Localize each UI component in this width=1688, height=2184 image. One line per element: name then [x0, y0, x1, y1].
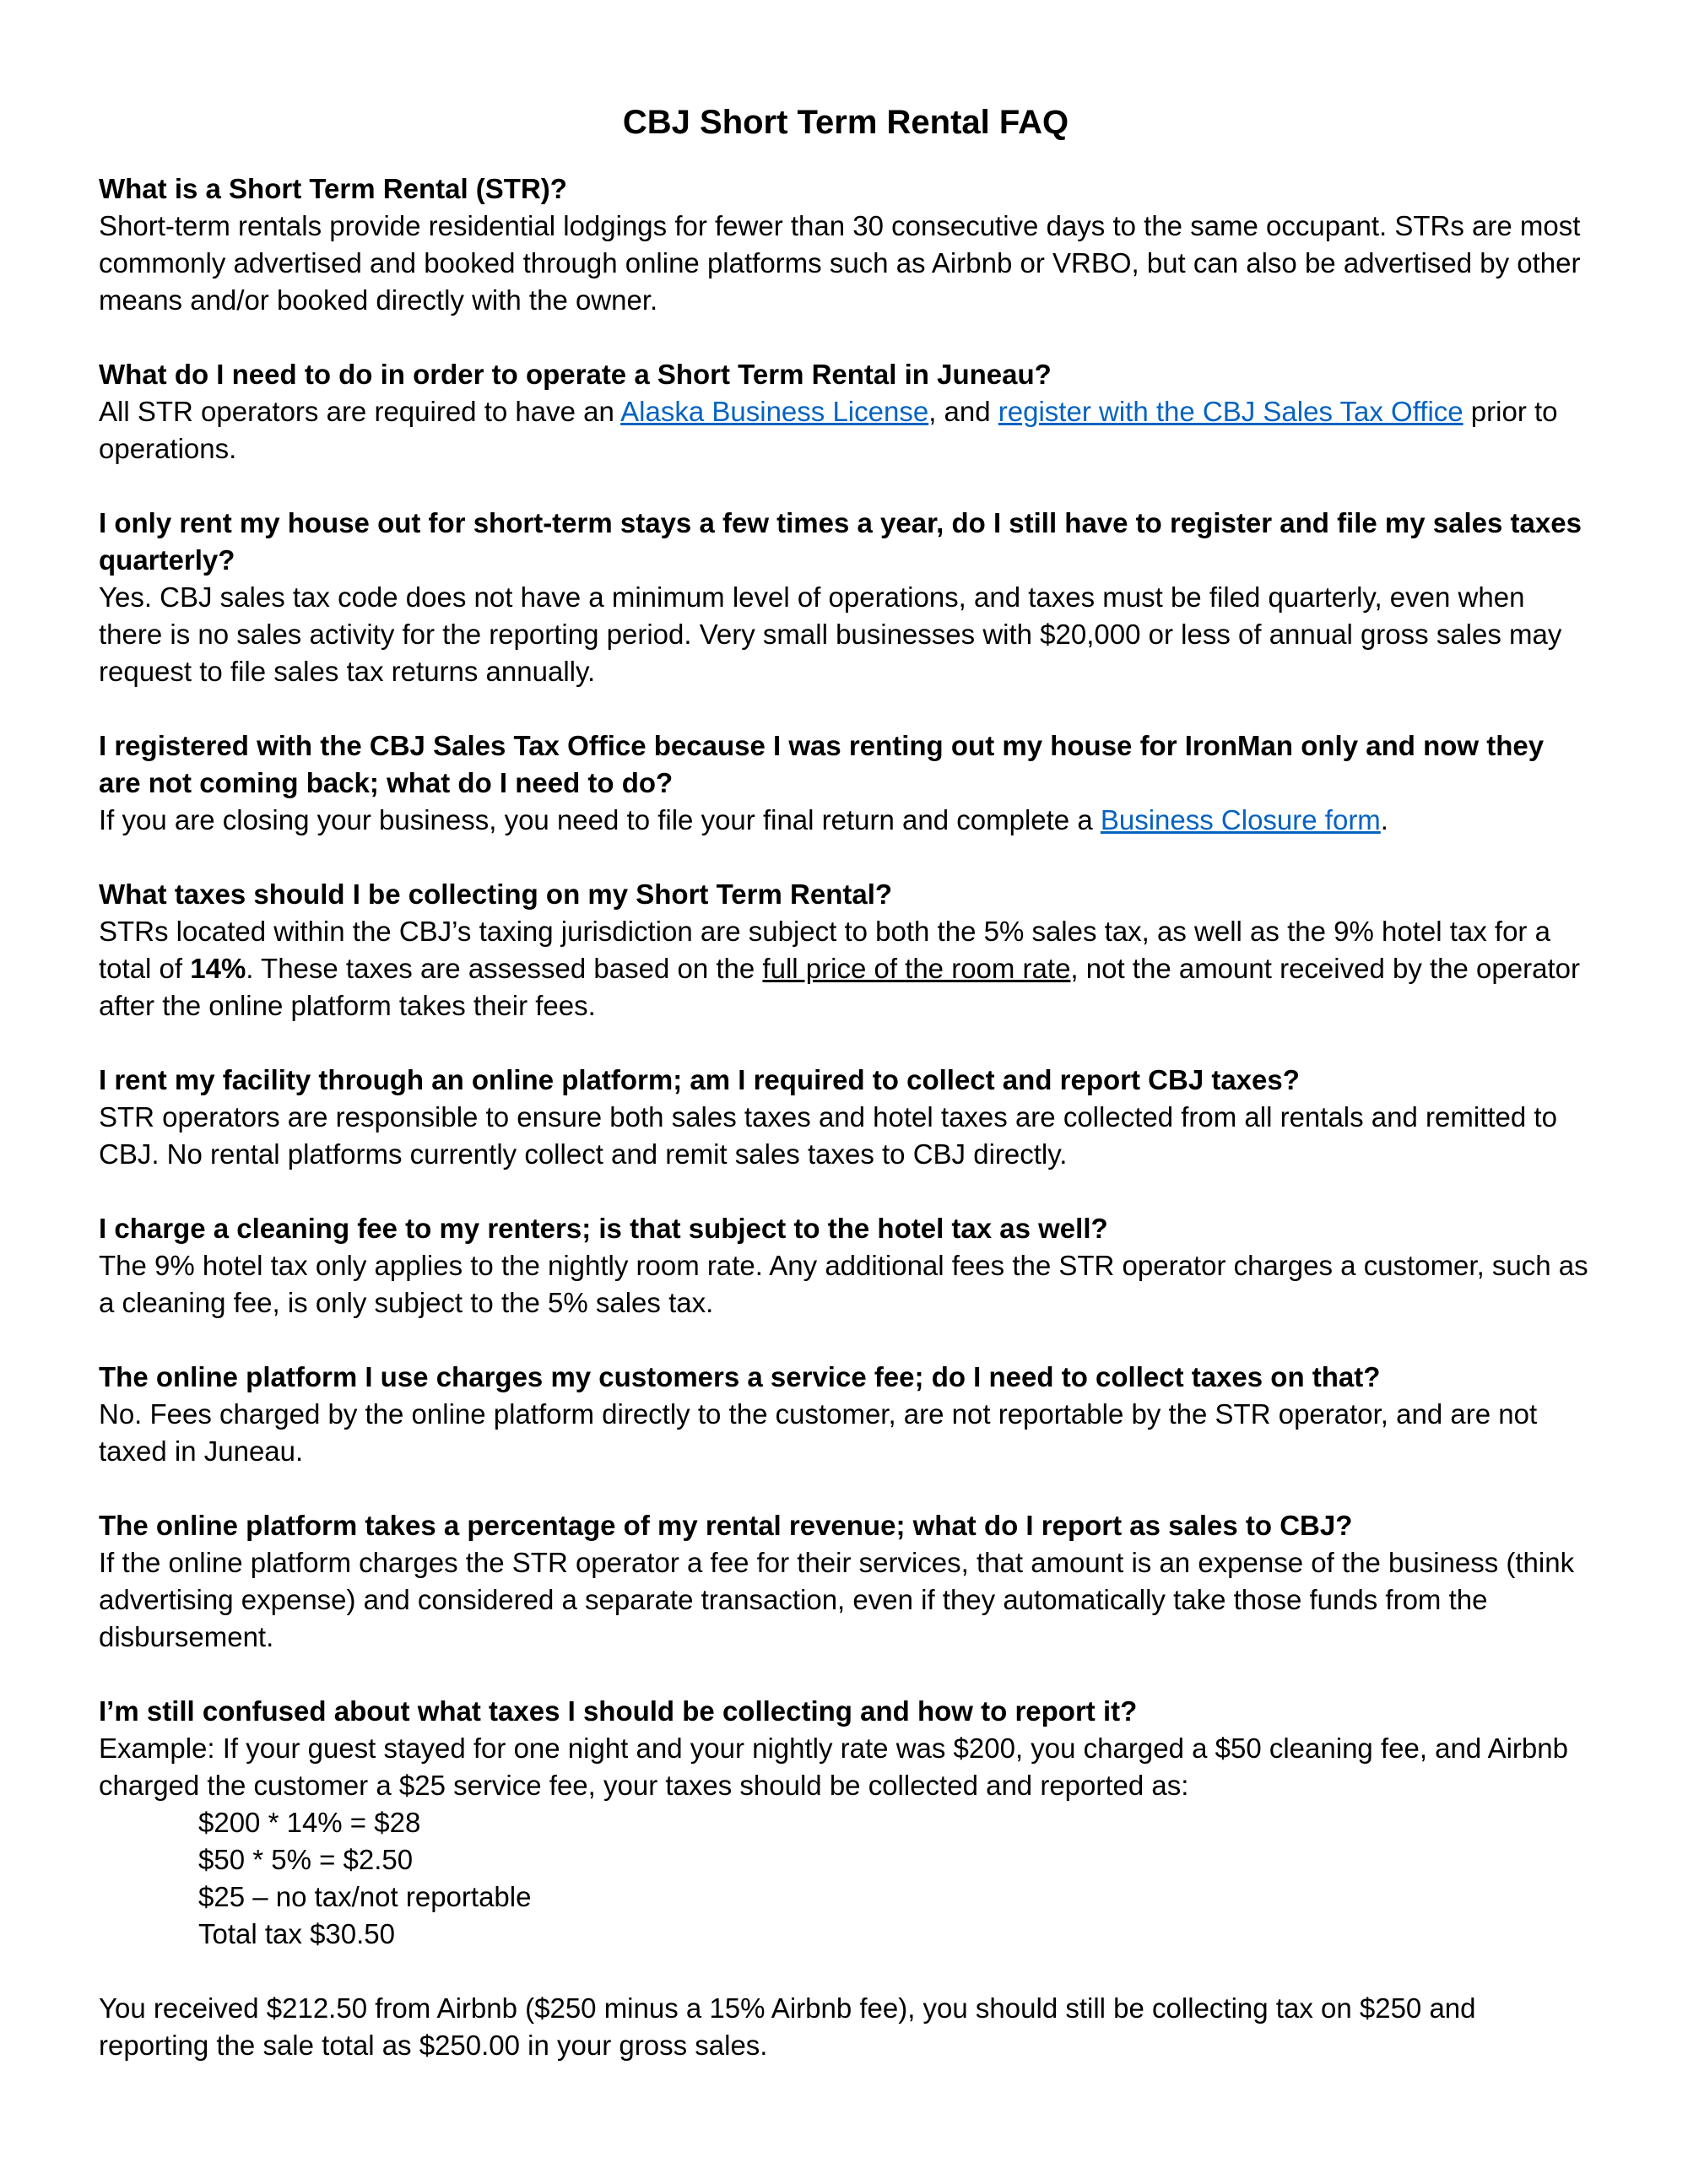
faq-question: I registered with the CBJ Sales Tax Office because I was renting out my house for IronMan only and now they are not coming back; what do I need to do?	[99, 730, 1545, 798]
faq-answer: The 9% hotel tax only applies to the nightly room rate. Any additional fees the STR operator charges a customer, such as a cleaning fee, is only subject to the 5% sales tax.	[99, 1250, 1588, 1318]
answer-text: prior to operations.	[99, 396, 1558, 464]
faq-answer: Short-term rentals provide residential lodgings for fewer than 30 consecutive days to the same occupant. STRs are most commonly advertised and booked through online platforms such as Airbnb or VRBO, but can also be advertised by other means and/or booked directly with the owner.	[99, 210, 1581, 316]
calc-line: $25 – no tax/not reportable	[198, 1881, 532, 1912]
answer-text: , and	[928, 396, 998, 427]
faq-item-ironman-closing	[99, 727, 1593, 839]
answer-text: If you are closing your business, you need to file your final return and complete a	[99, 804, 1101, 835]
faq-answer: Example: If your guest stayed for one night and your nightly rate was $200, you charged a $50 cleaning fee, and Airbnb charged the customer a $25 service fee, your taxes should be collected and reported as:	[99, 1733, 1568, 1801]
total-rate-bold: 14%	[190, 953, 246, 984]
faq-answer: STR operators are responsible to ensure both sales taxes and hotel taxes are collected from all rentals and remitted to CBJ. No rental platforms currently collect and remit sales taxes to CBJ directly.	[99, 1101, 1557, 1170]
faq-answer: If the online platform charges the STR operator a fee for their services, that amount is an expense of the business (think advertising expense) and considered a separate transaction, even if they automatically take those funds from the disbursement.	[99, 1547, 1575, 1652]
faq-answer: No. Fees charged by the online platform directly to the customer, are not reportable by the STR operator, and are not taxed in Juneau.	[99, 1398, 1538, 1467]
answer-text: . These taxes are assessed based on the	[246, 953, 763, 984]
answer-text: .	[1380, 804, 1388, 835]
faq-question: The online platform I use charges my customers a service fee; do I need to collect taxes on that?	[99, 1361, 1381, 1392]
answer-text: All STR operators are required to have an	[99, 396, 621, 427]
faq-item-register-quarterly	[99, 505, 1593, 690]
business-closure-form-link[interactable]: Business Closure form	[1100, 804, 1381, 835]
register-sales-tax-office-link[interactable]: register with the CBJ Sales Tax Office	[998, 396, 1463, 427]
faq-question: I only rent my house out for short-term stays a few times a year, do I still have to register and file my sales taxes quarterly?	[99, 507, 1582, 576]
tax-calculation-example	[99, 1804, 1593, 1953]
faq-item-online-platform-report	[99, 1062, 1593, 1173]
faq-item-how-to-operate	[99, 356, 1593, 468]
calc-total-line: Total tax $30.50	[198, 1918, 395, 1949]
faq-question: I rent my facility through an online platform; am I required to collect and report CBJ taxes?	[99, 1064, 1300, 1095]
calc-line: $200 * 14% = $28	[198, 1807, 421, 1838]
faq-final-note: You received $212.50 from Airbnb ($250 minus a 15% Airbnb fee), you should still be collecting tax on $250 and reporting the sale total as $250.00 in your gross sales.	[99, 1992, 1476, 2061]
faq-item-what-is-str	[99, 170, 1593, 319]
calc-line: $50 * 5% = $2.50	[198, 1844, 414, 1875]
room-rate-underlined: full price of the room rate	[762, 953, 1071, 984]
faq-answer	[99, 913, 1593, 1024]
faq-question: What is a Short Term Rental (STR)?	[99, 173, 567, 204]
faq-question: I’m still confused about what taxes I should be collecting and how to report it?	[99, 1695, 1138, 1727]
alaska-business-license-link[interactable]: Alaska Business License	[620, 396, 929, 427]
answer-text: STRs located within the CBJ’s taxing jurisdiction are subject to both the 5% sales tax, as well as the 9% hotel tax for a total of	[99, 916, 1550, 984]
document-content	[99, 100, 1593, 2101]
faq-answer: Yes. CBJ sales tax code does not have a minimum level of operations, and taxes must be filed quarterly, even when there is no sales activity for the reporting period. Very small businesses with $20,000 or less of annual gross sales may request to file sales tax returns annually.	[99, 581, 1562, 687]
faq-question: The online platform takes a percentage of my rental revenue; what do I report as sales to CBJ?	[99, 1510, 1353, 1541]
faq-item-platform-percentage	[99, 1507, 1593, 1656]
faq-item-service-fee	[99, 1359, 1593, 1470]
faq-question: What do I need to do in order to operate a Short Term Rental in Juneau?	[99, 359, 1052, 390]
faq-question: I charge a cleaning fee to my renters; is that subject to the hotel tax as well?	[99, 1213, 1108, 1244]
page-title: CBJ Short Term Rental FAQ	[622, 104, 1069, 141]
faq-answer	[99, 802, 1593, 839]
faq-question: What taxes should I be collecting on my Short Term Rental?	[99, 878, 893, 910]
faq-item-still-confused	[99, 1693, 1593, 2064]
faq-item-cleaning-fee	[99, 1210, 1593, 1322]
answer-text: , not the amount received by the operator after the online platform takes their fees.	[99, 953, 1580, 1021]
faq-answer	[99, 393, 1593, 468]
faq-item-taxes-to-collect	[99, 876, 1593, 1024]
